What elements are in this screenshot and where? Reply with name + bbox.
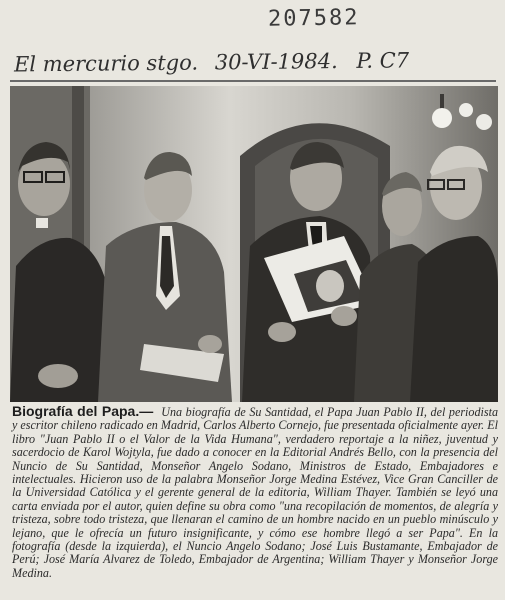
article-body: Una biografía de Su Santidad, el Papa Juan Pablo II, del periodista y escritor chileno radicado en Madrid, Carlos Alberto Cornejo, fue presentada oficialmente ayer. El libro "Juan Pablo II o el Valor de la Vida Humana", verdadero reportaje a la niñez, juventud y sacerdocio de Karol Wojtyla, fue dado a conocer en la Editorial Andrés Bello, con la presencia del Nuncio de Su Santidad, Monseñor Angelo Sodano, Ministros de Estado, Embajadores e intelectuales. Hicieron uso de la palabra Monseñor Jorge Medina Estévez, Vice Gran Canciller de la Universidad Católica y el gerente general de la editoria, William Thayer. También se leyó una carta enviada por el autor, quien define su obra como "una recopilación de momentos, de alegría y tristeza, sobre todo tristeza, que llenaran el camino de un hombre nacido en un pueblo minúsculo y lejano, que le ofrecía un futuro insignificante, y cómo ese hombre llegó a ser Papa". En la fotografía (desde la izquierda), el Nuncio Angelo Sodano; José Luis Bustamante, Embajador de Perú; José María Alvarez de Toledo, Embajador de Argentina; William Thayer y Monseñor Jorge Medina. — [12, 405, 498, 580]
archive-number: 207582 — [267, 5, 360, 32]
newspaper-name: El mercurio stgo. — [13, 50, 199, 77]
publication-date: 30-VI-1984. — [214, 49, 338, 75]
article-headline: Biografía del Papa.— — [12, 403, 154, 419]
article-text — [12, 405, 498, 580]
divider-rule — [10, 80, 496, 82]
source-annotation — [14, 48, 484, 77]
news-photograph — [10, 86, 498, 402]
photo-illustration — [10, 86, 498, 402]
page-reference: P. C7 — [356, 48, 410, 73]
